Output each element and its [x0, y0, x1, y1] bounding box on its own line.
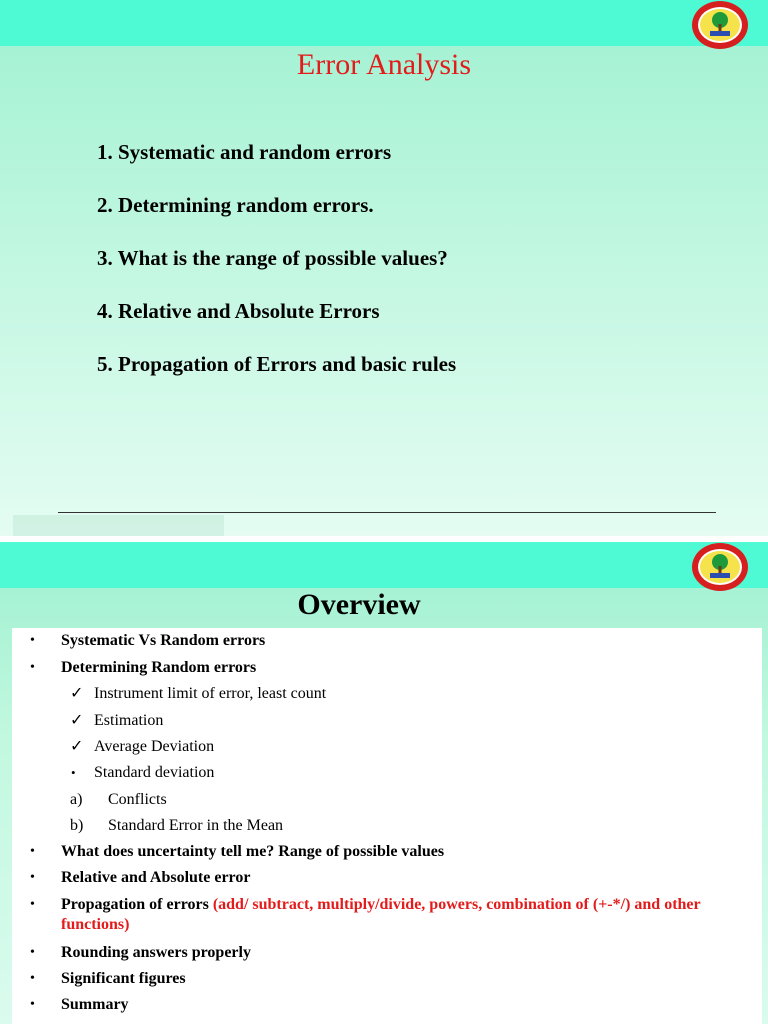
bullet-icon: • — [30, 633, 35, 648]
list-item: 3. What is the range of possible values? — [97, 246, 448, 270]
propagation-detail: (add/ subtract, multiply/divide, powers, combination of (+-*/) and other functions) — [61, 896, 701, 933]
bullet-icon: • — [30, 945, 35, 960]
slide-overview — [0, 542, 768, 1024]
topic-list — [97, 136, 456, 401]
checkmark-icon: ✓ — [70, 712, 84, 729]
page-title: Overview — [297, 588, 421, 621]
checkmark-icon: ✓ — [70, 685, 84, 702]
footer-area — [13, 515, 224, 536]
footer-divider — [58, 512, 716, 513]
list-item: 4. Relative and Absolute Errors — [97, 299, 380, 323]
bullet-icon: • — [30, 870, 35, 885]
checkmark-icon: ✓ — [70, 738, 84, 755]
bullet-icon: • — [30, 897, 35, 912]
bullet-icon: • — [71, 765, 76, 780]
university-seal-logo — [691, 542, 749, 592]
bullet-icon: • — [30, 997, 35, 1012]
bullet-icon: • — [30, 971, 35, 986]
list-item: 2. Determining random errors. — [97, 193, 374, 217]
overview-content: • Systematic Vs Random errors • Determining Random errors ✓ Instrument limit of error, least count ✓ Estimation ✓ Average Deviation • Standard deviation a) Conflicts b) Standard Error in the Mean • What does uncertainty tell me? Range of possible values • Relative and Absolute error • Propagation of errors (add/ subtract, multiply/divide, powers, combination of (+-*/) and other functions) • Rounding answers properly • Significant figures • Summary — [12, 628, 762, 1024]
page-title: Error Analysis — [296, 48, 472, 81]
bullet-icon: • — [30, 660, 35, 675]
list-item: 1. Systematic and random errors — [97, 140, 392, 164]
bullet-icon: • — [30, 844, 35, 859]
list-item: 5. Propagation of Errors and basic rules — [97, 352, 457, 376]
university-seal-logo — [691, 0, 749, 50]
